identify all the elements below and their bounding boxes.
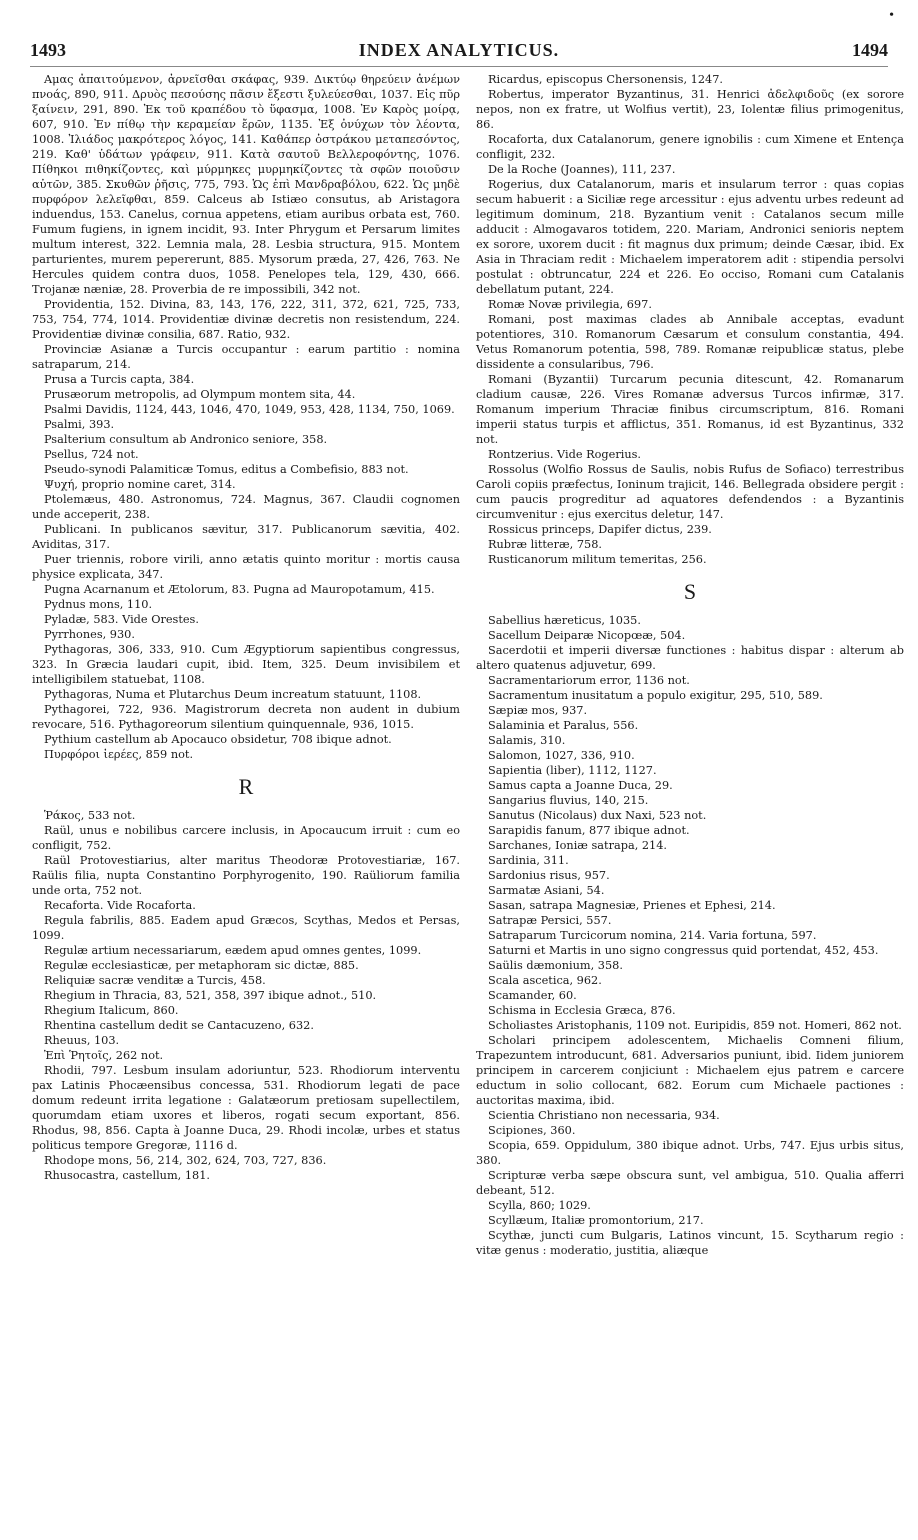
index-entry: Scipiones, 360. — [488, 1124, 576, 1137]
index-entry: Salomon, 1027, 336, 910. — [488, 749, 635, 762]
index-entry: Ptolemæus, 480. Astronomus, 724. Magnus, 367. Claudii cognomen unde acceperit, 238. — [32, 493, 460, 521]
section-letter-r: R — [238, 774, 254, 799]
left-column — [32, 72, 460, 1183]
index-entry: Salamis, 310. — [488, 734, 566, 747]
index-entry: Romani (Byzantii) Turcarum pecunia ditescunt, 42. Romanarum cladium causæ, 226. Vires Romanæ adversus Turcos infirmæ, 317. Romanum imperium Thraciæ finibus circumscriptum, 816. Romani imperii status turpis et afflictus, 351. Romanus, id est Byzantinus, 332 not. — [476, 373, 904, 446]
index-entry: Sarchanes, Ioniæ satrapa, 214. — [488, 839, 668, 852]
index-entry: Rossicus princeps, Dapifer dictus, 239. — [488, 523, 712, 536]
index-entry: Saturni et Martis in uno signo congressus quid portendat, 452, 453. — [488, 944, 879, 957]
index-entry: Saülis dæmonium, 358. — [488, 959, 623, 972]
index-entry: Raül Protovestiarius, alter maritus Theodoræ Protovestiariæ, 167. Raülis filia, nupta Constantino Porphyrogenito, 190. Raüliorum familia unde orta, 752 not. — [32, 854, 460, 897]
left-column-r-entries — [32, 808, 460, 1183]
index-entry: Scamander, 60. — [488, 989, 577, 1002]
index-entry: Prusæorum metropolis, ad Olympum montem sita, 44. — [44, 388, 356, 401]
index-entry: Ricardus, episcopus Chersonensis, 1247. — [488, 73, 723, 86]
index-entry: Scholari principem adolescentem, Michaelis Comneni filium, Trapezuntem introducunt, 681. Adversarios puniunt, ibid. Iidem juniorem principem in carcerem conjiciunt : Michaelem ejus patrem e carcere eductum in solio collocant, 682. Eorum cum Michaele pactiones : auctoritas maxima, ibid. — [476, 1034, 904, 1107]
left-column-entries — [32, 72, 460, 762]
index-entry: Sarmatæ Asiani, 54. — [488, 884, 605, 897]
index-entry: Sacellum Deiparæ Nicopœæ, 504. — [488, 629, 686, 642]
index-entry: De la Roche (Joannes), 111, 237. — [488, 163, 676, 176]
index-entry: Pseudo-synodi Palamiticæ Tomus, editus a Combefisio, 883 not. — [44, 463, 409, 476]
index-entry: Scientia Christiano non necessaria, 934. — [488, 1109, 720, 1122]
index-entry: Salaminia et Paralus, 556. — [488, 719, 639, 732]
index-entry: Psalmi Davidis, 1124, 443, 1046, 470, 1049, 953, 428, 1134, 750, 1069. — [44, 403, 455, 416]
index-entry: Rontzerius. Vide Rogerius. — [488, 448, 642, 461]
index-entry: Provinciæ Asianæ a Turcis occupantur : earum partitio : nomina satraparum, 214. — [32, 343, 460, 371]
index-entry: Regulæ artium necessariarum, eædem apud omnes gentes, 1099. — [44, 944, 422, 957]
index-entry: Scyllæum, Italiæ promontorium, 217. — [488, 1214, 704, 1227]
index-entry: Pyrrhones, 930. — [44, 628, 135, 641]
index-entry: Rusticanorum militum temeritas, 256. — [488, 553, 707, 566]
index-entry: Rhentina castellum dedit se Cantacuzeno, 632. — [44, 1019, 314, 1032]
index-entry: Scripturæ verba sæpe obscura sunt, vel ambigua, 510. Qualia afferri debeant, 512. — [476, 1169, 904, 1197]
page-number-right: 1494 — [852, 40, 888, 60]
index-entry: Scholiastes Aristophanis, 1109 not. Euripidis, 859 not. Homeri, 862 not. — [488, 1019, 902, 1032]
index-entry: Pythagorei, 722, 936. Magistrorum decreta non audent in dubium revocare, 516. Pythagoreorum silentium quinquennale, 936, 1015. — [32, 703, 460, 731]
index-entry: Romæ Novæ privilegia, 697. — [488, 298, 652, 311]
index-entry: Romani, post maximas clades ab Annibale acceptas, evadunt potentiores, 310. Romanorum Cæsarum et consulum constantia, 494. Vetus Romanorum potentia, 598, 789. Romanæ reipublicæ status, plebe dissidente a consularibus, 796. — [476, 313, 904, 371]
index-entry: Sacerdotii et imperii diversæ functiones : habitus dispar : alterum ab altero quatenus adjuvetur, 699. — [476, 644, 904, 672]
index-entry: Recaforta. Vide Rocaforta. — [44, 899, 196, 912]
index-entry: Publicani. In publicanos sævitur, 317. Publicanorum sævitia, 402. Aviditas, 317. — [32, 523, 460, 551]
index-entry: Αμας ἀπαιτούμενον, ἀρνεῖσθαι σκάφας, 939. Δικτύῳ θηρεύειν ἀνέμων πνοάς, 890, 911. Δρυὸς πεσούσης πᾶσιν ἔξεστι ξυλεύεσθαι, 1037. Εἰς πῦρ ξαίνειν, 291, 890. Ἐκ τοῦ κραπέδου τὸ ὕφασμα, 1008. Ἐν Καρὸς μοίρᾳ, 607, 910. Ἐν πίθῳ τὴν κεραμείαν ἔρῶν, 1135. Ἐξ ὀνύχων τὸν λέοντα, 1008. Ἰλιάδος μακρότερος λόγος, 141. Καθάπερ ὀστράκου μεταπεσόντος, 219. Καθ' ὑδάτων γράφειν, 911. Κατὰ σαυτοῦ Βελλεροφόντης, 1076. Πίθηκοι πιθηκίζοντες, καὶ μύρμηκες μυρμηκίζοντες τὰ σφῶν ποιοῦσιν αὐτῶν, 385. Σκυθῶν ῥῆσις, 775, 793. Ὡς ἐπὶ Μανδραβόλου, 622. Ὡς μηδὲ πυρφόρον λελεῖφθαι, 859. Calceus ab Istiæo consutus, ab Aristagora induendus, 153. Canelus, cornua appetens, etiam auribus orbata est, 760. Fumum fugiens, in ignem incidit, 93. Inter Phrygum et Persarum limites multum interest, 322. Lemnia mala, 28. Lesbia structura, 915. Montem parturientes, murem pepererunt, 885. Mysorum præda, 27, 426, 763. Ne Hercules quidem contra duos, 1058. Penelopes tela, 129, 430, 666. Trojanæ næniæ, 28. Proverbia de re impossibili, 342 not. — [32, 73, 460, 296]
index-entry: Reliquiæ sacræ venditæ a Turcis, 458. — [44, 974, 266, 987]
index-entry: Pythium castellum ab Apocauco obsidetur, 708 ibique adnot. — [44, 733, 392, 746]
index-entry: Prusa a Turcis capta, 384. — [44, 373, 195, 386]
index-entry: Rocaforta, dux Catalanorum, genere ignobilis : cum Ximene et Entença confligit, 232. — [476, 133, 904, 161]
index-entry: Raül, unus e nobilibus carcere inclusis, in Apocaucum irruit : cum eo confligit, 752. — [32, 824, 460, 852]
index-entry: Regulæ ecclesiasticæ, per metaphoram sic dictæ, 885. — [44, 959, 359, 972]
index-entry: Psalmi, 393. — [44, 418, 115, 431]
section-letter-s: S — [683, 579, 697, 604]
index-entry: Sasan, satrapa Magnesiæ, Prienes et Ephesi, 214. — [488, 899, 776, 912]
index-entry: Sacramentariorum error, 1136 not. — [488, 674, 690, 687]
index-entry: Pydnus mons, 110. — [44, 598, 153, 611]
index-entry: Sarapidis fanum, 877 ibique adnot. — [488, 824, 690, 837]
index-entry: Ἐπὶ Ῥητοῖς, 262 not. — [44, 1049, 164, 1062]
index-entry: Pythagoras, Numa et Plutarchus Deum increatum statuunt, 1108. — [44, 688, 422, 701]
index-entry: Rhegium Italicum, 860. — [44, 1004, 179, 1017]
right-column — [476, 72, 904, 1258]
index-entry: Pyladæ, 583. Vide Orestes. — [44, 613, 199, 626]
index-entry: Scythæ, juncti cum Bulgaris, Latinos vincunt, 15. Scytharum regio : vitæ genus : moderatio, justitia, aliæque — [476, 1229, 904, 1257]
index-entry: Rhodope mons, 56, 214, 302, 624, 703, 727, 836. — [44, 1154, 327, 1167]
index-entry: Rhodii, 797. Lesbum insulam adoriuntur, 523. Rhodiorum interventu pax Latinis Phocæensibus concessa, 531. Rhodiorum legati de pace domum redeunt irrita legatione : Galatæorum pretiosam supellectilem, quorumdam etiam uxores et liberos, rogati secum exportant, 856. Rhodus, 98, 856. Capta à Joanne Duca, 29. Rhodi incolæ, urbes et status politicus tempore Gregoræ, 1116 d. — [32, 1064, 460, 1152]
index-entry: Puer triennis, robore virili, anno ætatis quinto moritur : mortis causa physice explicata, 347. — [32, 553, 460, 581]
page-number-left: 1493 — [30, 40, 66, 60]
index-entry: Rheuus, 103. — [44, 1034, 120, 1047]
index-entry: Satraparum Turcicorum nomina, 214. Varia fortuna, 597. — [488, 929, 817, 942]
index-entry: Robertus, imperator Byzantinus, 31. Henrici ἀδελφιδοῦς (ex sorore nepos, non ex fratre, ut Wolfius vertit), 23, Iolentæ filius primogenitus, 86. — [476, 88, 904, 131]
index-entry: Rhegium in Thracia, 83, 521, 358, 397 ibique adnot., 510. — [44, 989, 377, 1002]
index-entry: Πυρφόροι ἱερέες, 859 not. — [44, 748, 194, 761]
index-entry: Samus capta a Joanne Duca, 29. — [488, 779, 673, 792]
index-entry: Rossolus (Wolfio Rossus de Saulis, nobis Rufus de Sofiaco) terrestribus Caroli copiis præfectus, Ioninum trajicit, 146. Bellegrada obsidere pergit : cum paucis progreditur ad aquatores defendendos : a Byzantinis circumvenitur : ejus exercitus deletur, 147. — [476, 463, 904, 521]
right-column-entries — [476, 72, 904, 567]
index-entry: Psellus, 724 not. — [44, 448, 139, 461]
index-entry: Sanutus (Nicolaus) dux Naxi, 523 not. — [488, 809, 707, 822]
index-entry: Psalterium consultum ab Andronico seniore, 358. — [44, 433, 328, 446]
index-entry: Sapientia (liber), 1112, 1127. — [488, 764, 657, 777]
index-entry: Scala ascetica, 962. — [488, 974, 602, 987]
index-entry: Schisma in Ecclesia Græca, 876. — [488, 1004, 676, 1017]
index-entry: Regula fabrilis, 885. Eadem apud Græcos, Scythas, Medos et Persas, 1099. — [32, 914, 460, 942]
index-entry: Sangarius fluvius, 140, 215. — [488, 794, 649, 807]
index-entry: Rogerius, dux Catalanorum, maris et insularum terror : quas copias secum habuerit : a Siciliæ rege arcessitur : ejus adventu urbes redeunt ad legitimum dominum, 218. Byzantium venit : Catalanos secum mille adducit : Almogavaros totidem, 220. Mariam, Andronici senioris neptem ex sorore, uxorem ducit : fit magnus dux primum; deinde Cæsar, ibid. Ex Asia in Thraciam redit : Michaelem imperatorem adit : stipendia persolvi postulat : obtruncatur, 224 et 226. Eo occiso, Romani cum Catalanis debellatum putant, 224. — [476, 178, 904, 296]
page-header — [30, 40, 888, 67]
index-entry: Sacramentum inusitatum a populo exigitur, 295, 510, 589. — [488, 689, 823, 702]
index-entry: Sabellius hæreticus, 1035. — [488, 614, 641, 627]
index-entry: Pythagoras, 306, 333, 910. Cum Ægyptiorum sapientibus congressus, 323. In Græcia laudari cupit, ibid. Item, 325. Deum invisibilem et intelligibilem statuebat, 1108. — [32, 643, 460, 686]
index-entry: Rhusocastra, castellum, 181. — [44, 1169, 211, 1182]
index-entry: Ψυχή, proprio nomine caret, 314. — [44, 478, 236, 491]
index-entry: Providentia, 152. Divina, 83, 143, 176, 222, 311, 372, 621, 725, 733, 753, 754, 774, 1014. Providentiæ divinæ decretis non resistendum, 224. Providentiæ divinæ consilia, 687. Ratio, 932. — [32, 298, 460, 341]
index-entry: Rubræ litteræ, 758. — [488, 538, 602, 551]
right-column-s-entries — [476, 613, 904, 1258]
index-entry: Sæpiæ mos, 937. — [488, 704, 588, 717]
page-title: INDEX ANALYTICUS. — [358, 40, 560, 60]
index-entry: Scopia, 659. Oppidulum, 380 ibique adnot. Urbs, 747. Ejus urbis situs, 380. — [476, 1139, 904, 1167]
corner-mark: • — [889, 8, 894, 23]
index-entry: Sardonius risus, 957. — [488, 869, 610, 882]
index-entry: Sardinia, 311. — [488, 854, 569, 867]
index-entry: Scylla, 860; 1029. — [488, 1199, 591, 1212]
index-entry: Satrapæ Persici, 557. — [488, 914, 612, 927]
index-entry: Ῥάκος, 533 not. — [44, 809, 136, 822]
index-entry: Pugna Acarnanum et Ætolorum, 83. Pugna ad Mauropotamum, 415. — [44, 583, 435, 596]
